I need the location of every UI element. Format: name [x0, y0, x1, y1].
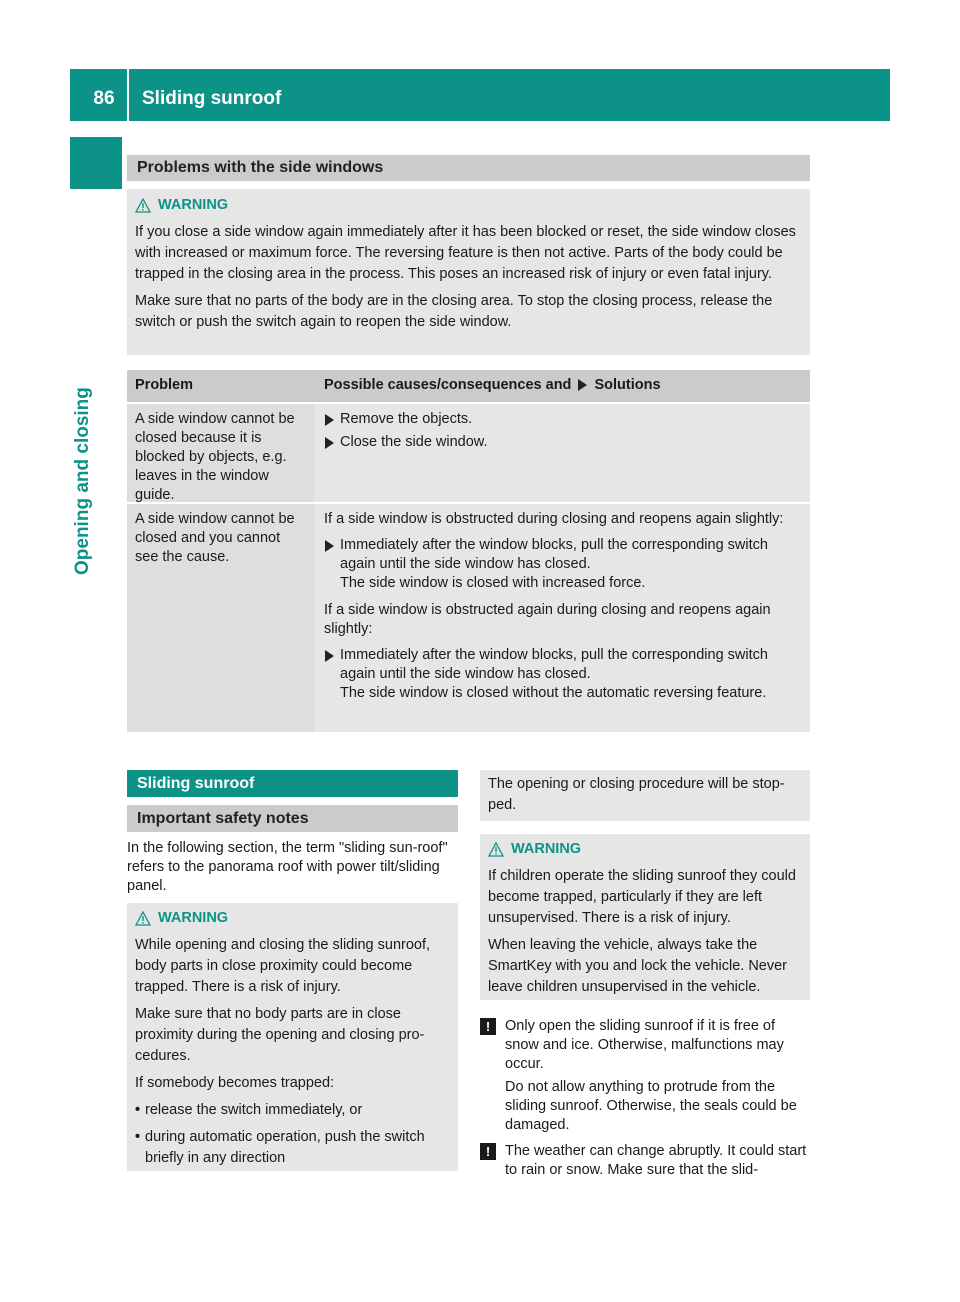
problems-section-title: Problems with the side windows: [127, 155, 810, 181]
warning-text: While opening and closing the sliding sunroof, body parts in close proximity could become trapped. There is a risk of injury.: [135, 937, 431, 995]
warning-heading: [135, 195, 802, 216]
warning-triangle-icon: [135, 198, 151, 213]
warning-text: Make sure that no body parts are in close proximity during the opening and closing pro-cedures.: [135, 1006, 425, 1064]
problems-table: [127, 370, 810, 732]
step-text: Close the side window.: [340, 434, 488, 450]
table-row: [127, 404, 810, 502]
sunroof-intro-text: In the following section, the term "sliding sun-roof" refers to the panorama roof with power tilt/sliding panel.: [127, 840, 448, 894]
step: [324, 646, 802, 703]
problem-cell: A side window cannot be closed because it is blocked by objects, e.g. leaves in the window guide.: [127, 404, 314, 502]
header-text: Solutions: [594, 377, 661, 393]
warning-label: WARNING: [511, 841, 582, 857]
warning-heading: [135, 908, 450, 929]
problem-cell: A side window cannot be closed and you cannot see the cause.: [127, 504, 314, 732]
warning-triangle-icon: [135, 911, 151, 926]
table-row: [127, 504, 810, 732]
warning-box-side-windows: [127, 189, 810, 355]
step-result: The side window is closed without the automatic reversing feature.: [340, 685, 767, 701]
notice-weather: [480, 1142, 812, 1184]
header-divider: [127, 69, 129, 121]
notice-body: [505, 1017, 812, 1139]
arrow-right-icon: [325, 414, 334, 426]
warning-text: If you close a side window again immediately after it has been blocked or reset, the side window closes with increased or maximum force. The reversing feature is then not active. Parts of the body could be trapped in the closing area in the process. This poses an increased risk of injury or even fatal injury.: [135, 224, 796, 282]
side-tab-marker: [70, 137, 122, 189]
side-chapter-label: Opening and closing: [72, 387, 93, 575]
sunroof-section-title: Sliding sunroof: [127, 770, 458, 797]
step-text: Remove the objects.: [340, 411, 473, 427]
notice-text: Only open the sliding sunroof if it is free of snow and ice. Otherwise, malfunctions may occur.: [505, 1018, 784, 1072]
warning-text: When leaving the vehicle, always take the SmartKey with you and lock the vehicle. Never leave children unsupervised in the vehicle.: [488, 937, 787, 995]
step-text: [340, 646, 802, 703]
warning-label: WARNING: [158, 910, 229, 926]
solution-cell: [314, 404, 810, 502]
safety-notes-subtitle: Important safety notes: [127, 805, 458, 832]
bullet-dot: •: [135, 1102, 141, 1118]
warning-text: Make sure that no parts of the body are in the closing area. To stop the closing process, release the switch or push the switch again to reopen the side window.: [135, 293, 773, 330]
warning-box-children: [480, 834, 810, 1000]
exclamation-icon: !: [480, 1143, 496, 1160]
step-instruction: Immediately after the window blocks, pull the corresponding switch again until the side window has closed.: [340, 537, 768, 572]
step-text: [340, 536, 802, 593]
arrow-right-icon: [578, 379, 587, 391]
arrow-right-icon: [325, 650, 334, 662]
warning-label: WARNING: [158, 197, 229, 213]
page-number: 86: [93, 88, 115, 109]
exclamation-icon: !: [480, 1018, 496, 1035]
page-header: [70, 69, 890, 121]
step-result: The side window is closed with increased force.: [340, 575, 646, 591]
warning-text: If children operate the sliding sunroof they could become trapped, particularly if they are left unsupervised. There is a risk of injury.: [488, 868, 796, 926]
continuation-box: The opening or closing procedure will be stop-ped.: [480, 770, 810, 821]
step: [324, 433, 802, 452]
warning-heading: [488, 839, 802, 860]
arrow-right-icon: [325, 540, 334, 552]
table-header-solutions: [314, 370, 810, 402]
table-header-row: [127, 370, 810, 402]
step: [324, 536, 802, 593]
page-title: Sliding sunroof: [142, 88, 282, 109]
warning-text: If somebody becomes trapped:: [135, 1075, 335, 1091]
warning-triangle-icon: [488, 842, 504, 857]
arrow-right-icon: [325, 437, 334, 449]
solution-intro: If a side window is obstructed again during closing and reopens again slightly:: [324, 602, 771, 637]
notice-text: The weather can change abruptly. It could start to rain or snow. Make sure that the slid-: [505, 1143, 807, 1178]
notice-text: Do not allow anything to protrude from the sliding sunroof. Otherwise, the seals could be damaged.: [505, 1079, 797, 1133]
header-text: Possible causes/consequences and: [324, 377, 572, 393]
bullet-dot: •: [135, 1129, 141, 1145]
notice-snow-ice: [480, 1017, 812, 1139]
step: [324, 410, 802, 429]
bullet-text: during automatic operation, push the switch briefly in any direction: [145, 1129, 425, 1166]
solution-intro: If a side window is obstructed during closing and reopens again slightly:: [324, 511, 784, 527]
solution-cell: [314, 504, 810, 732]
warning-box-sunroof: [127, 903, 458, 1171]
bullet-text: release the switch immediately, or: [145, 1102, 363, 1118]
bullet-item: [135, 1127, 450, 1169]
step-instruction: Immediately after the window blocks, pull the corresponding switch again until the side window has closed.: [340, 647, 768, 682]
bullet-item: [135, 1100, 450, 1121]
notice-body: [505, 1142, 812, 1184]
table-header-problem: Problem: [127, 370, 314, 402]
